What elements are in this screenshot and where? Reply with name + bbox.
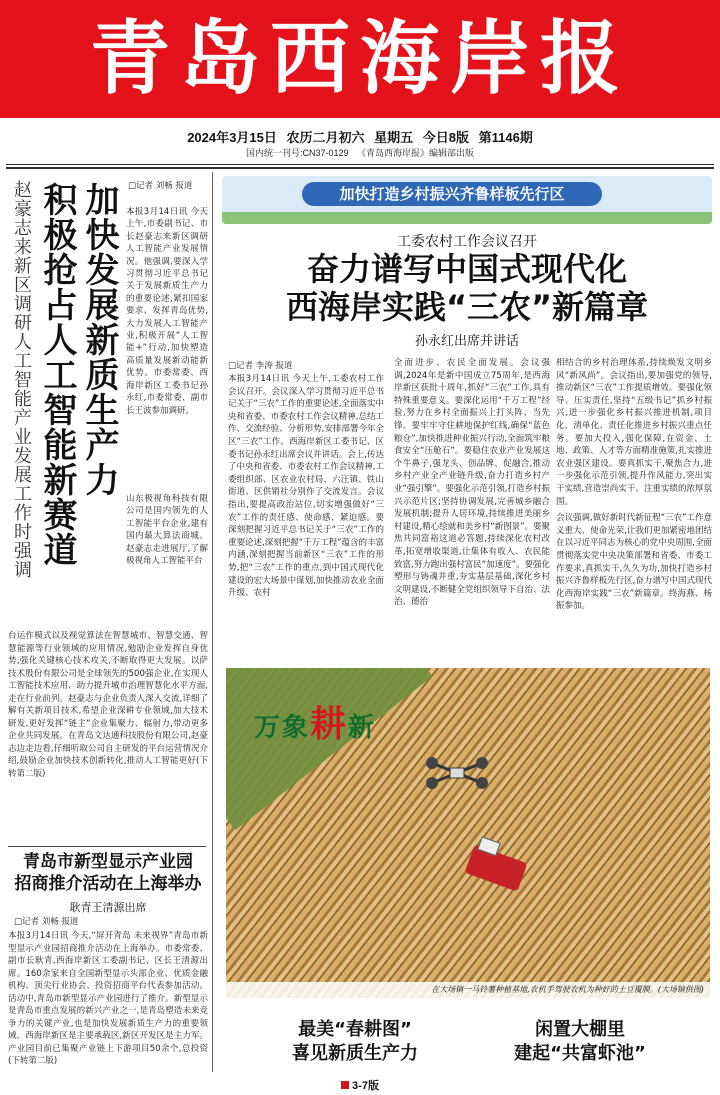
dateline [0,127,720,146]
main-column-3a: 相结合的乡村治理体系,持续焕发文明乡风“新风尚”。会议指出,要加强党的领导,推动新区“三农”工作提质增效。要强化领导、压实责任,坚持“五级书记”抓乡村振兴,进一步强化乡村振兴推进机制,项目化、清单化、责任化推进乡村振兴重点任务。要加大投入,强化保障,在资金、土地、政策、人才等方面精准施策,扎实推进农业强区建设。要真抓实干,聚焦合力,进一步强化示范引领,提升作风能力,突出实干实绩,营造崇尚实干、注重实绩的浓厚氛围。 [556,358,712,507]
banner-text: 加快打造乡村振兴齐鲁样板先行区 [302,182,602,206]
field-illustration [222,212,712,224]
main-byline: □记者 李涛 报道 [228,361,293,371]
article-divider [8,846,206,847]
main-column-3 [556,357,712,613]
lead-body: 台运作模式以及视觉算法在智慧城市、智慧交通、智慧能源等行业领域的应用情况,勉励企业发挥自身优势,强化关键核心技术攻关,不断取得更大发展。以萨技术股份有限公司是全球领先的500强企业,在实现人工智能技术应用、助力提升城市治理智慧化水平方面,走在行业前列。赵豪志与企业负责人深入交流,详细了解有关新项目技术,希望企业深耕专业领域,加大技术研发,更好发挥“链主”企业集聚力、辐射力,带动更多企业共同发展。在青岛文达通科技股份有限公司,赵豪志边走边看,仔细听取公司自主研发的平台运营情况介绍,鼓励企业加快技术创新转化,推动人工智能更好(下转第二版) [8,631,208,779]
photo-title: 万象耕新 [254,703,377,745]
teaser-spring-plowing[interactable]: 最美“春耕图” 喜见新质生产力 [292,1019,418,1064]
red-square-icon [341,1081,349,1089]
newspaper-title: 青岛西海岸报 [90,11,630,105]
main-headline-line-1: 奋力谱写中国式现代化 [306,250,627,288]
article2-headline-line-2: 招商推介活动在上海举办 [14,874,202,894]
main-kicker: 工委农村工作会议召开 [397,234,537,250]
main-subheadline: 孙永红出席并讲话 [414,334,519,349]
teaser-shrimp-pond[interactable]: 闲置大棚里 建起“共富虾池” [514,1019,646,1064]
page-reference[interactable]: 3-7版 [0,1077,720,1093]
drone-icon [422,753,492,793]
main-column-3b: 会议强调,做好新时代新征程“三农”工作意义重大、使命光荣,让我们更加紧密地团结在以习近平同志为核心的党中央周围,全面贯彻落实党中央决策部署和省委、市委工作要求,真抓实干,久久为功,加快打造乡村振兴齐鲁样板先行区,奋力谱写中国式现代化西海岸实践“三农”新篇章。终海燕、杨振参加。 [556,513,713,612]
publication-info [0,146,720,159]
lunar-date: 农历二月初六 [286,130,365,145]
header-rule [6,164,714,165]
tractor-icon [465,844,528,891]
header-rule-thick [6,167,714,169]
main-headline [222,250,712,326]
lead-headline-line-2: 积极抢占人工智能新赛道 [37,182,77,567]
lead-column-1: 本报3月14日讯 今天上午,市委副书记、市长赵豪志来新区调研人工智能产业发展情况。他强调,要深入学习贯彻习近平总书记关于发展新质生产力的重要论述,紧扣国家要求、发挥青岛优势,大力发展人工智能产业,积极开展“人工智能+”行动,加快塑造高质量发展新动能新优势。市委常委、西海岸新区工委书记孙永红,市委常委、副市长王波参加调研。 [126,207,208,416]
article2-byline: □记者 刘畅 报道 [14,917,79,927]
article2-headline-line-1: 青岛市新型显示产业园 [23,852,193,872]
article2-subheadline: 耿青王清源出席 [69,901,147,914]
main-column-1: 本报3月14日讯 今天上午,工委农村工作会议召开。会议深入学习贯彻习近平总书记关于“三农”工作的重要论述,全面落实中央和省委、市委农村工作会议精神,总结工作、交流经验、分析形势,安排部署今年全区“三农”工作。西海岸新区工委书记、区委书记孙永红出席会议并讲话。会上,传达了中央和省委、市委农村工作会议精神,工委组织部、区农业农村局、六汪镇、铁山街道、区供销社分别作了交流发言。会议指出,要提高政治站位,切实增强做好“三农”工作的责任感、使命感、紧迫感。要深刻把握习近平总书记关于“三农”工作的重要论述,深刻把握“千万工程”蕴含的丰富内涵,深刻把握当前新区“三农”工作的形势,把“三农”工作的重点,到中国式现代化建设的宏大场景中谋划,加快推动农业全面升级、农村 [228,374,385,599]
masthead [0,0,720,118]
column-divider [212,172,213,1072]
photo-caption: 在大场镇一马铃薯种植基地,农机手驾驶农机为种好的土豆覆膜。(大场镇供图) [226,982,710,998]
lead-byline: □记者 刘畅 报道 [128,181,193,191]
theme-banner [222,176,712,224]
main-headline-line-2: 西海岸实践“三农”新篇章 [285,288,649,326]
article2-body: 本报3月14日讯 今天,“屏开青岛 未来视界”青岛市新型显示产业园招商推介活动在上海举办。市委常委、副市长耿青,西海岸新区工委副书记、区长王清源出席。160余家来自全国新型显示头部企业、优质金融机构、顶尖行业协会、投资招商平台代表参加活动。活动中,青岛市新型显示产业园进行了推介。新型显示是青岛市重点发展的新兴产业之一,是青岛塑造未来竞争力的关键产业,也是加快发展新质生产力的重要领域。西海岸新区是主要承载区,新区开发区是主力军。产业园目前已集聚产业链上下游项目50余个,总投资(下转第二版) [8,931,208,1066]
weekday: 星期五 [374,130,414,145]
page-count: 今日8版 [422,130,469,145]
main-column-2: 全面进步、农民全面发展。会议强调,2024年是新中国成立75周年,是西海岸新区获批十周年,抓好“三农”工作,具有特殊重要意义。要深化运用“千万工程”经验,努力在乡村全面振兴上打头阵、当先锋。要牢牢守住耕地保护红线,确保“蓝色粮仓”,加快推进种业振兴行动,全面筑牢粮食安全“压舱石”。要稳住农业产业发展这个牛鼻子,强龙头、创品牌、促融合,推动乡村产业全产业链升级,奋力打造乡村产业“强引擎”。要强化示范引领,打造乡村振兴示范片区;坚持协调发展,完善城乡融合发展机制;提升人居环境,持续推进美丽乡村建设,精心绘就和美乡村“新图景”。要聚焦共同富裕这道必答题,持续深化农村改革,拓宽增收渠道,让集体有收入、农民能致富,努力跑出强村富民“加速度”。要强化塑形与铸魂并重,夯实基层基础,深化乡村文明建设,不断健全党组织领导下自治、法治、德治 [394,358,551,608]
date: 2024年3月15日 [187,130,277,145]
lead-subheadline: 赵豪志来新区调研人工智能产业发展工作时强调 [11,180,32,579]
publisher: 《青岛西海岸报》编辑部出版 [357,148,475,158]
issue-number: 第1146期 [478,130,533,145]
lead-column-1b: 山东极视角科技有限公司是国内领先的人工智能平台企业,建有国内最大算法商城。赵豪志走进展厅,了解极视角人工智能平台 [126,494,208,567]
serial-number: 国内统一刊号:CN37-0129 [245,148,349,158]
lead-headline-line-1: 加快发展新质生产力 [79,182,119,497]
green-field [226,668,433,830]
farming-photo [226,668,710,998]
